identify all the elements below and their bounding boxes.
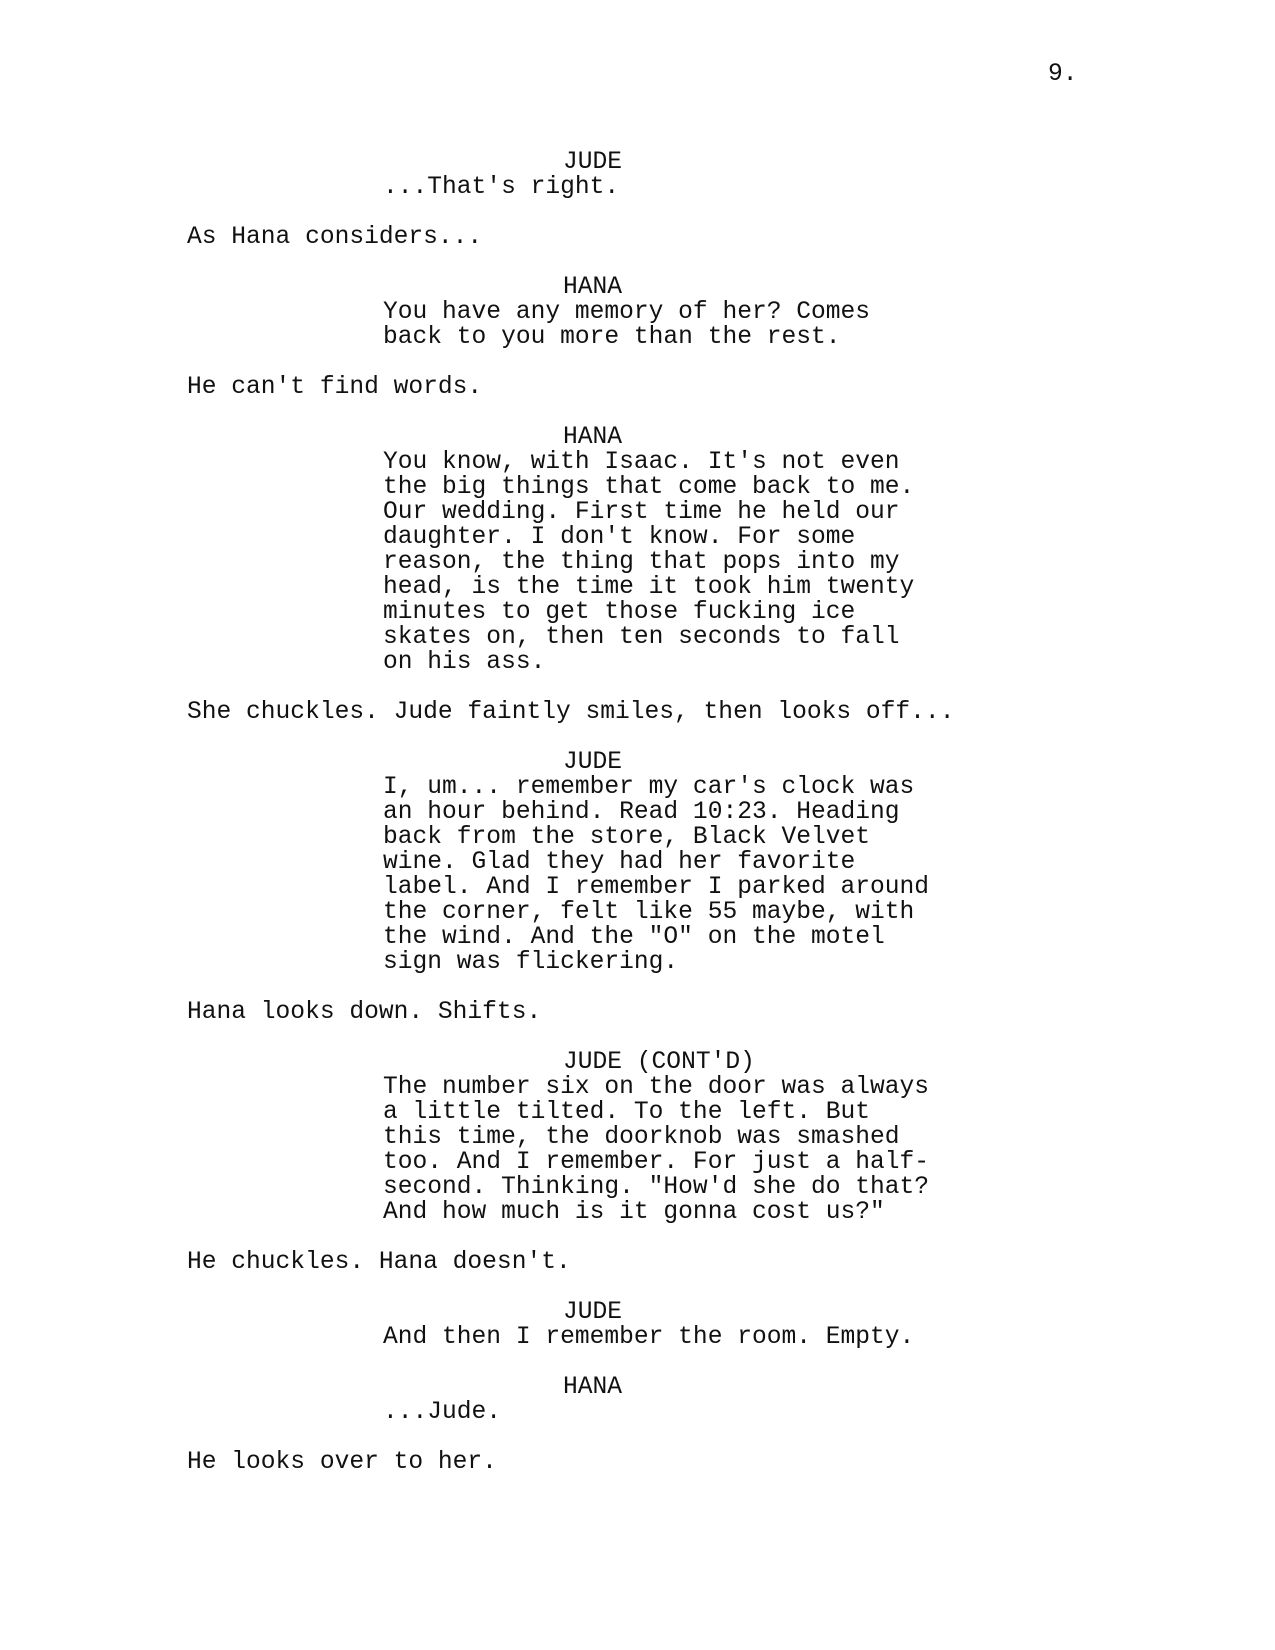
dialogue-line: daughter. I don't know. For some (383, 524, 856, 551)
dialogue-line: on his ass. (383, 649, 546, 676)
dialogue-line: ...Jude. (383, 1399, 502, 1426)
blank-line (0, 1225, 1275, 1250)
blank-line (0, 1425, 1275, 1450)
action-block (0, 1000, 1275, 1025)
action-block (0, 1450, 1275, 1475)
dialogue-block (0, 300, 1275, 350)
dialogue-line: back from the store, Black Velvet (383, 824, 871, 851)
blank-line (0, 1275, 1275, 1300)
blank-line (0, 350, 1275, 375)
dialogue-line: the wind. And the "O" on the motel (383, 924, 885, 951)
dialogue-line: reason, the thing that pops into my (383, 549, 900, 576)
dialogue-line: You know, with Isaac. It's not even (383, 449, 900, 476)
character-cue: JUDE (563, 749, 623, 776)
blank-line (0, 400, 1275, 425)
blank-line (0, 725, 1275, 750)
dialogue-line: And then I remember the room. Empty. (383, 1324, 915, 1351)
character-cue: HANA (563, 1374, 623, 1401)
dialogue-line: second. Thinking. "How'd she do that? (383, 1174, 930, 1201)
character-cue: HANA (563, 274, 623, 301)
character-cue: HANA (563, 424, 623, 451)
dialogue-line: I, um... remember my car's clock was (383, 774, 915, 801)
action-line: Hana looks down. Shifts. (187, 999, 542, 1026)
character-cue: JUDE (563, 1299, 623, 1326)
dialogue-line: the big things that come back to me. (383, 474, 915, 501)
action-block (0, 1250, 1275, 1275)
dialogue-block (0, 175, 1275, 200)
dialogue-line: head, is the time it took him twenty (383, 574, 915, 601)
character-cue: JUDE (CONT'D) (563, 1049, 755, 1076)
blank-line (0, 1025, 1275, 1050)
blank-line (0, 250, 1275, 275)
action-line: He chuckles. Hana doesn't. (187, 1249, 571, 1276)
dialogue-block (0, 450, 1275, 675)
action-block (0, 225, 1275, 250)
dialogue-line: And how much is it gonna cost us?" (383, 1199, 885, 1226)
dialogue-line: the corner, felt like 55 maybe, with (383, 899, 915, 926)
dialogue-line: You have any memory of her? Comes (383, 299, 871, 326)
dialogue-line: wine. Glad they had her favorite (383, 849, 856, 876)
dialogue-line: The number six on the door was always (383, 1074, 930, 1101)
action-line: She chuckles. Jude faintly smiles, then looks off... (187, 699, 955, 726)
dialogue-line: ...That's right. (383, 174, 620, 201)
character-cue: JUDE (563, 149, 623, 176)
dialogue-line: back to you more than the rest. (383, 324, 841, 351)
dialogue-line: label. And I remember I parked around (383, 874, 930, 901)
action-line: He looks over to her. (187, 1449, 497, 1476)
action-line: He can't find words. (187, 374, 483, 401)
blank-line (0, 675, 1275, 700)
dialogue-line: Our wedding. First time he held our (383, 499, 900, 526)
dialogue-block (0, 1400, 1275, 1425)
dialogue-block (0, 1075, 1275, 1225)
dialogue-line: too. And I remember. For just a half- (383, 1149, 930, 1176)
action-block (0, 375, 1275, 400)
screenplay-body (0, 150, 1275, 1475)
action-block (0, 700, 1275, 725)
action-line: As Hana considers... (187, 224, 483, 251)
dialogue-line: skates on, then ten seconds to fall (383, 624, 900, 651)
dialogue-block (0, 1325, 1275, 1350)
blank-line (0, 200, 1275, 225)
dialogue-line: this time, the doorknob was smashed (383, 1124, 900, 1151)
blank-line (0, 1350, 1275, 1375)
blank-line (0, 975, 1275, 1000)
dialogue-block (0, 775, 1275, 975)
dialogue-line: an hour behind. Read 10:23. Heading (383, 799, 900, 826)
dialogue-line: sign was flickering. (383, 949, 679, 976)
page-number: 9. (1048, 61, 1078, 88)
dialogue-line: a little tilted. To the left. But (383, 1099, 871, 1126)
dialogue-line: minutes to get those fucking ice (383, 599, 856, 626)
